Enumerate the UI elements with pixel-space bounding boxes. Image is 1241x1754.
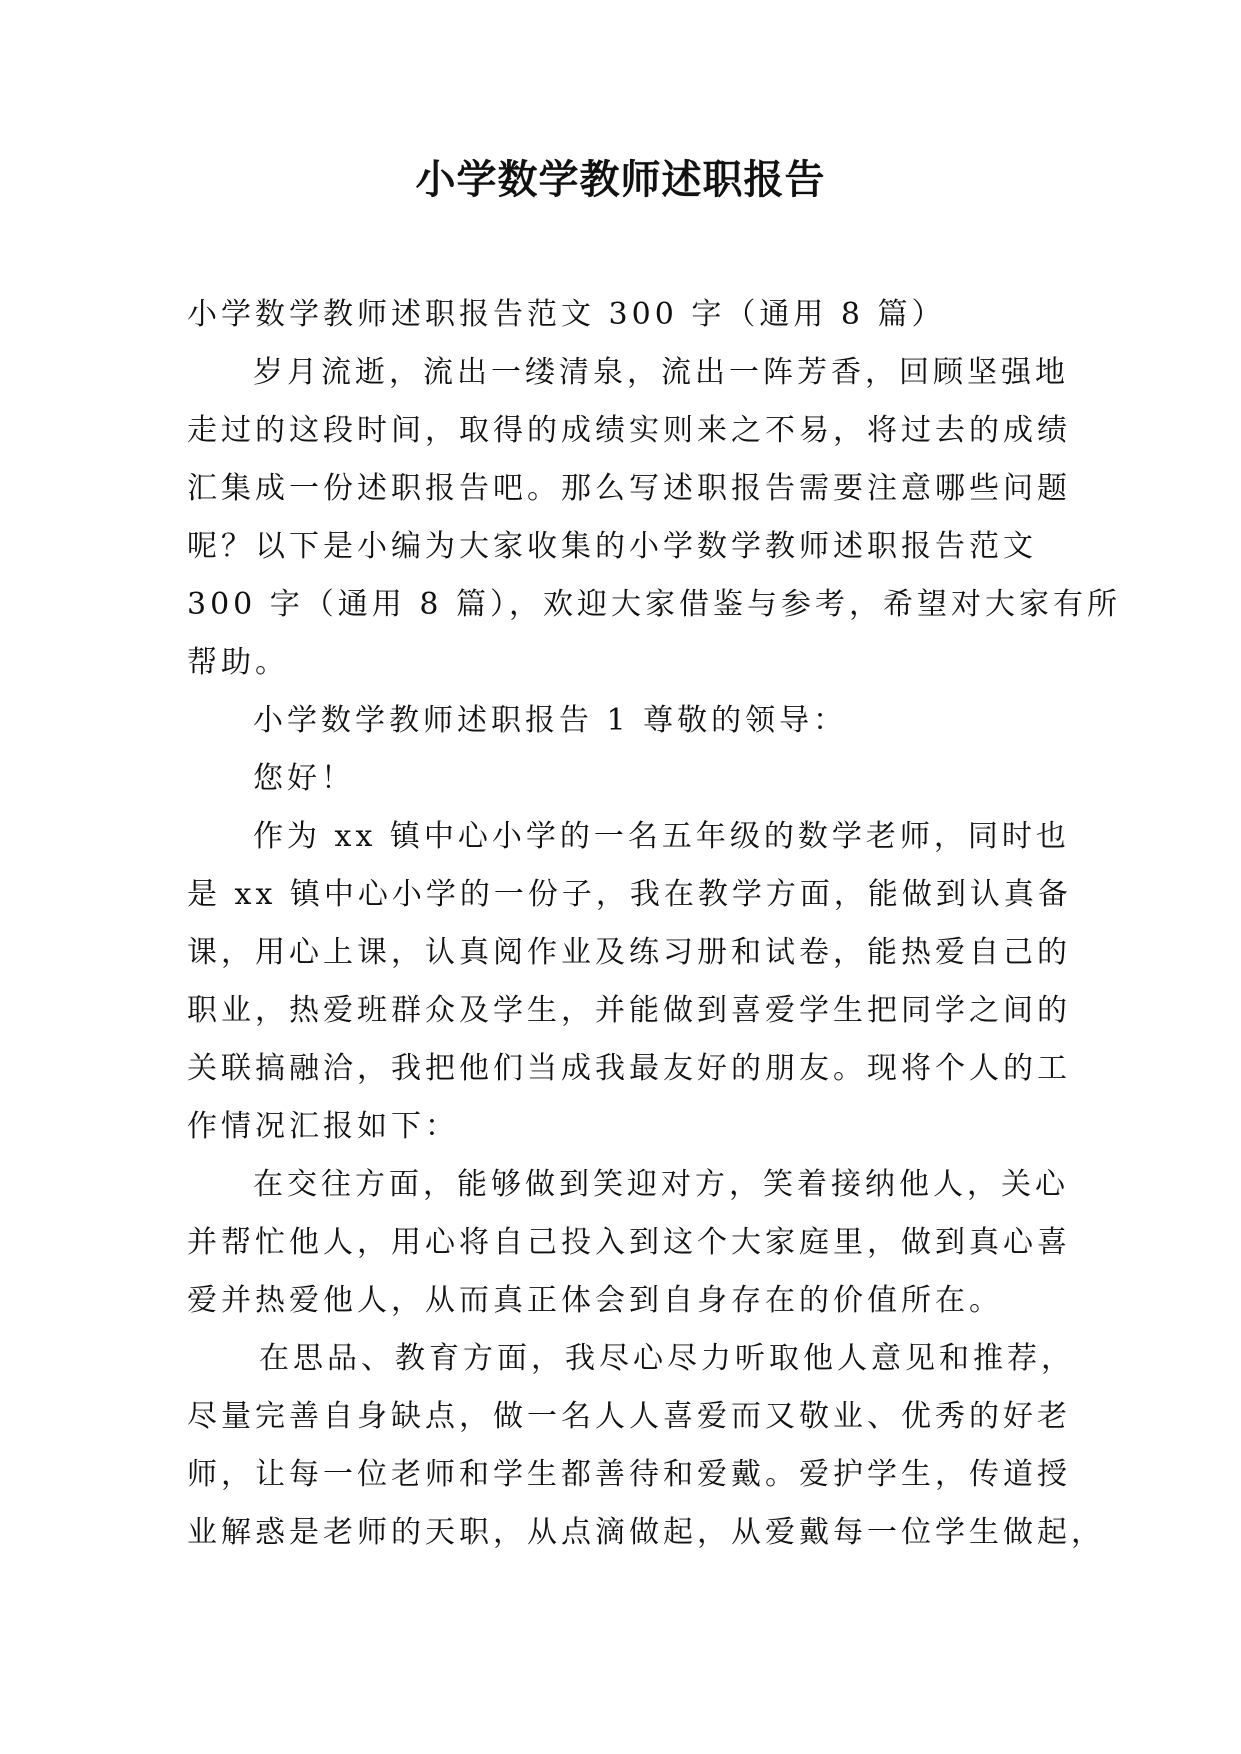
paragraph-line: 是 xx 镇中心小学的一份子，我在教学方面，能做到认真备 [187,877,1072,912]
paragraph-line: 呢？以下是小编为大家收集的小学数学教师述职报告范文 [187,529,1037,564]
paragraph-line: 业解惑是老师的天职，从点滴做起，从爱戴每一位学生做起， [187,1515,1105,1550]
greeting-line: 您好！ [253,761,355,796]
paragraph-line: 在交往方面，能够做到笑迎对方，笑着接纳他人，关心 [253,1167,1069,1202]
paragraph-line: 师，让每一位老师和学生都善待和爱戴。爱护学生，传道授 [187,1457,1071,1492]
paragraph-line: 帮助。 [187,645,289,680]
paragraph-line: 作为 xx 镇中心小学的一名五年级的数学老师，同时也 [253,819,1070,854]
document-body [187,286,1121,1562]
section-heading-line: 小学数学教师述职报告 1 尊敬的领导： [253,703,848,738]
paragraph-line: 职业，热爱班群众及学生，并能做到喜爱学生把同学之间的 [187,993,1071,1028]
paragraph-line: 汇集成一份述职报告吧。那么写述职报告需要注意哪些问题 [187,471,1071,506]
paragraph-line: 尽量完善自身缺点，做一名人人喜爱而又敬业、优秀的好老 [187,1399,1071,1434]
paragraph-line: 关联搞融洽，我把他们当成我最友好的朋友。现将个人的工 [187,1051,1071,1086]
subtitle-line: 小学数学教师述职报告范文 300 字（通用 8 篇） [187,297,946,332]
paragraph-line: 在思品、教育方面，我尽心尽力听取他人意见和推荐， [259,1341,1075,1376]
paragraph-line: 岁月流逝，流出一缕清泉，流出一阵芳香，回顾坚强地 [253,355,1069,390]
paragraph-line: 300 字（通用 8 篇），欢迎大家借鉴与参考，希望对大家有所 [187,587,1121,622]
paragraph-line: 作情况汇报如下： [187,1109,459,1144]
paragraph-line: 并帮忙他人，用心将自己投入到这个大家庭里，做到真心喜 [187,1225,1071,1260]
paragraph-line: 走过的这段时间，取得的成绩实则来之不易，将过去的成绩 [187,413,1071,448]
paragraph-line: 爱并热爱他人，从而真正体会到自身存在的价值所在。 [187,1283,1003,1318]
document-title: 小学数学教师述职报告 [415,156,826,203]
paragraph-line: 课，用心上课，认真阅作业及练习册和试卷，能热爱自己的 [187,935,1071,970]
